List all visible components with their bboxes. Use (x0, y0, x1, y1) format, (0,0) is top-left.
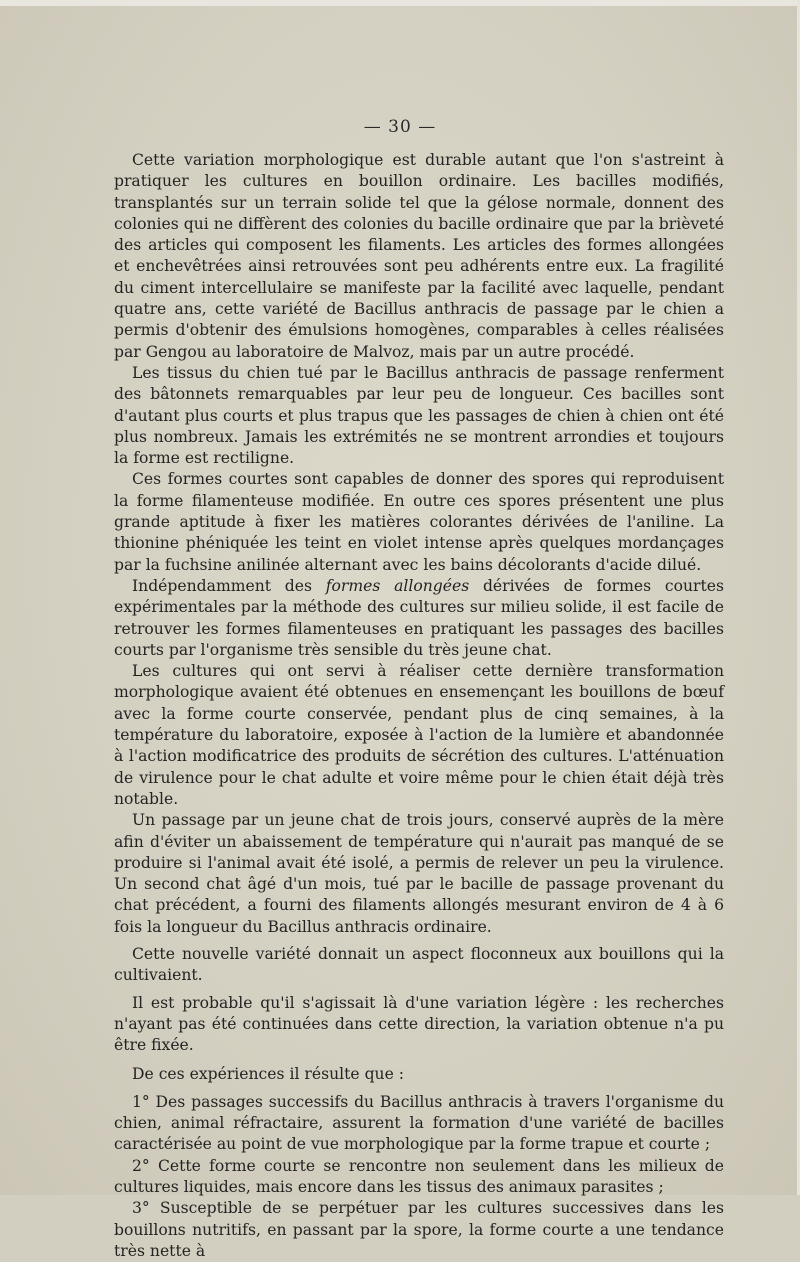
paragraph-3: Ces formes courtes sont capables de donner des spores qui reproduisent la forme filamenteuse modifiée. En outre ces spores présentent une plus grande aptitude à fixer les matières colorantes dérivées de l'aniline. La thionine phéniquée les teint en violet intense après quelques mordançages par la fuchsine anilinée alternant avec les bains décolorants d'acide dilué. (114, 470, 724, 574)
list-item-2: 2° Cette forme courte se rencontre non seulement dans les milieux de cultures liquides, mais encore dans les tissus des animaux parasites ; (114, 1156, 724, 1196)
page-number: — 30 — (363, 117, 437, 137)
paragraph-1: Cette variation morphologique est durable autant que l'on s'astreint à pratiquer les cultures en bouillon ordinaire. Les bacilles modifiés, transplantés sur un terrain solide tel que la gélose normale, donnent des colonies qui ne diffèrent des colonies du bacille ordinaire que par la brièveté des articles qui composent les filaments. Les articles des formes allongées et enchevêtrées ainsi retrouvées sont peu adhérents entre eux. La fragilité du ciment intercellulaire se manifeste par la facilité avec laquelle, pendant quatre ans, cette variété de Bacillus anthracis de passage par le chien a permis d'obtenir des émulsions homogènes, comparables à celles réalisées par Gengou au laboratoire de Malvoz, mais par un autre procédé. (114, 151, 724, 361)
paragraph-5: Les cultures qui ont servi à réaliser cette dernière transformation morphologique avaient été obtenues en ensemençant les bouillons de bœuf avec la forme courte conservée, pendant plus de cinq semaines, à la température du laboratoire, exposée à l'action de la lumière et abandonnée à l'action modificatrice des produits de sécrétion des cultures. L'atténuation de virulence pour le chat adulte et voire même pour le chien était déjà très notable. (114, 662, 724, 808)
paragraph-6: Un passage par un jeune chat de trois jours, conservé auprès de la mère afin d'éviter un abaissement de température qui n'aurait pas manqué de se produire si l'animal avait été isolé, a permis de relever un peu la virulence. Un second chat âgé d'un mois, tué par le bacille de passage provenant du chat précédent, a fourni des filaments allongés mesurant environ de 4 à 6 fois la longueur du Bacillus anthracis ordinaire. (114, 811, 724, 936)
paragraph-7: Cette nouvelle variété donnait un aspect floconneux aux bouillons qui la cultivaient. (114, 944, 724, 985)
list-item-1: 1° Des passages successifs du Bacillus anthracis à travers l'organisme du chien, animal réfractaire, assurent la formation d'une variété de bacilles caractérisée au point de vue morphologique par la forme trapue et courte ; (114, 1092, 724, 1154)
body-text (114, 150, 724, 1262)
paragraph-4-before: Indépendamment des (132, 576, 326, 595)
list-item-3: 3° Susceptible de se perpétuer par les cultures successives dans les bouillons nutritifs, en passant par la spore, la forme courte a une tendance très nette à (114, 1199, 724, 1260)
paragraph-4-after: dérivées de formes courtes expérimentales par la méthode des cultures sur milieu solide, il est facile de retrouver les formes filamenteuses en pratiquant les passages des bacilles courts par l'organisme très sensible du très jeune chat. (114, 576, 724, 659)
paragraph-9: De ces expériences il résulte que : (132, 1065, 405, 1084)
paragraph-4 (114, 576, 724, 661)
paragraph-8: Il est probable qu'il s'agissait là d'une variation légère : les recherches n'ayant pas été continuées dans cette direction, la variation obtenue n'a pu être fixée. (114, 993, 724, 1055)
paragraph-2: Les tissus du chien tué par le Bacillus anthracis de passage renferment des bâtonnets remarquables par leur peu de longueur. Ces bacilles sont d'autant plus courts et plus trapus que les passages de chien à chien ont été plus nombreux. Jamais les extrémités ne se montrent arrondies et toujours la forme est rectiligne. (114, 363, 724, 468)
paragraph-4-italic: formes allongées (325, 576, 470, 595)
